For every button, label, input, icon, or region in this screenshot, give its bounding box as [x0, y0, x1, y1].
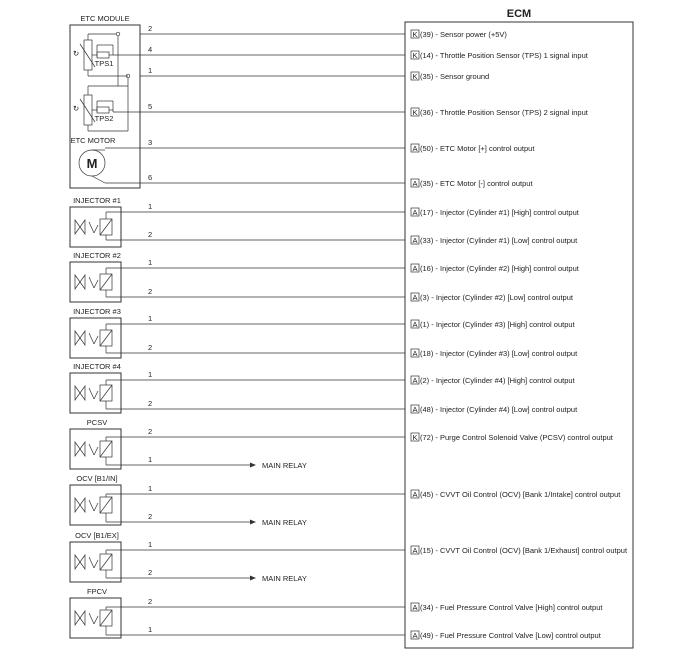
- component-2-wire-2-description: (3) - Injector (Cylinder #2) [Low] control output: [420, 293, 573, 302]
- etc-wire-3-description: (35) - Sensor ground: [420, 72, 490, 81]
- component-6: [70, 474, 140, 525]
- component-label: PCSV: [86, 418, 108, 427]
- component-3-wire-2-pin: 2: [148, 343, 153, 352]
- valve-icon: [75, 331, 85, 345]
- valve-icon: [75, 220, 85, 234]
- component-7-wire-2-relay-label: MAIN RELAY: [262, 574, 307, 583]
- component-4-wire-1-pin: 1: [148, 370, 153, 379]
- component-2-wire-2-pin: 2: [148, 287, 153, 296]
- component-3-wire-1-conn-letter: A: [412, 320, 418, 329]
- tps2-label: TPS2: [94, 114, 114, 123]
- etc-wire-1-conn-letter: K: [412, 30, 418, 39]
- etc-wire-6-description: (35) - ETC Motor [-] control output: [420, 179, 533, 188]
- component-label: OCV [B1/EX]: [75, 531, 119, 540]
- component-7-wire-1-pin: 1: [148, 540, 153, 549]
- component-5-wire-1-conn-letter: K: [412, 433, 418, 442]
- component-8: [70, 587, 140, 638]
- component-8-wire-2-description: (49) - Fuel Pressure Control Valve [Low] control output: [420, 631, 601, 640]
- component-2-wire-1-pin: 1: [148, 258, 153, 267]
- wires-layer: [140, 24, 628, 640]
- etc-wire-5-description: (50) - ETC Motor [+] control output: [420, 144, 535, 153]
- component-6-wire-2-relay-label: MAIN RELAY: [262, 518, 307, 527]
- component-2: [70, 251, 140, 302]
- component-box: [70, 207, 121, 247]
- etc-wire-3-conn-letter: K: [412, 72, 418, 81]
- component-7: [70, 531, 140, 582]
- component-label: INJECTOR #4: [73, 362, 121, 371]
- etc-motor-symbol: M: [86, 156, 98, 171]
- etc-wire-6-pin: 6: [148, 173, 153, 182]
- component-5-wire-2-pin: 1: [148, 455, 153, 464]
- component-4-wire-2-description: (48) - Injector (Cylinder #4) [Low] control output: [420, 405, 578, 414]
- valve-icon: [75, 611, 85, 625]
- etc-wire-5-pin: 3: [148, 138, 153, 147]
- component-box: [70, 542, 121, 582]
- tps2-sensor: [73, 86, 140, 131]
- component-label: OCV [B1/IN]: [76, 474, 118, 483]
- component-8-wire-1-conn-letter: A: [412, 603, 418, 612]
- component-7-wire-1-conn-letter: A: [412, 546, 418, 555]
- component-box: [70, 373, 121, 413]
- component-label: INJECTOR #3: [73, 307, 121, 316]
- component-label: INJECTOR #2: [73, 251, 121, 260]
- component-box: [70, 429, 121, 469]
- component-4-wire-2-pin: 2: [148, 399, 153, 408]
- component-6-wire-1-conn-letter: A: [412, 490, 418, 499]
- etc-module-label: ETC MODULE: [80, 14, 130, 23]
- etc-wire-1-description: (39) - Sensor power (+5V): [420, 30, 507, 39]
- components-layer: [70, 196, 140, 638]
- component-box: [70, 485, 121, 525]
- component-2-wire-2-conn-letter: A: [412, 293, 418, 302]
- valve-icon: [75, 275, 85, 289]
- component-4-wire-2-conn-letter: A: [412, 405, 418, 414]
- etc-wire-5-conn-letter: A: [412, 144, 418, 153]
- etc-wire-1-pin: 2: [148, 24, 153, 33]
- component-6-wire-1-pin: 1: [148, 484, 153, 493]
- component-label: FPCV: [86, 587, 108, 596]
- etc-wire-4-description: (36) - Throttle Position Sensor (TPS) 2 signal input: [420, 108, 588, 117]
- valve-icon: [75, 386, 85, 400]
- tps1-label: TPS1: [94, 59, 114, 68]
- component-3-wire-1-pin: 1: [148, 314, 153, 323]
- component-1-wire-2-description: (33) - Injector (Cylinder #1) [Low] control output: [420, 236, 578, 245]
- component-4: [70, 362, 140, 413]
- etc-wire-2-description: (14) - Throttle Position Sensor (TPS) 1 signal input: [420, 51, 588, 60]
- component-7-wire-2-pin: 2: [148, 568, 153, 577]
- tps1-sensor: [73, 34, 140, 76]
- component-1: [70, 196, 140, 247]
- component-8-wire-1-pin: 2: [148, 597, 153, 606]
- component-8-wire-2-pin: 1: [148, 625, 153, 634]
- component-5-wire-2-arrow-icon: [250, 463, 256, 468]
- etc-wire-6-conn-letter: A: [412, 179, 418, 188]
- etc-wire-4-pin: 5: [148, 102, 153, 111]
- component-3: [70, 307, 140, 358]
- component-8-wire-2-conn-letter: A: [412, 631, 418, 640]
- component-2-wire-1-conn-letter: A: [412, 264, 418, 273]
- power-junction: [116, 32, 120, 36]
- component-7-wire-1-description: (15) - CVVT Oil Control (OCV) [Bank 1/Exhaust] control output: [420, 546, 628, 555]
- component-5-wire-2-relay-label: MAIN RELAY: [262, 461, 307, 470]
- ecm-title: ECM: [506, 8, 532, 20]
- component-label: INJECTOR #1: [73, 196, 121, 205]
- component-4-wire-1-description: (2) - Injector (Cylinder #4) [High] control output: [420, 376, 575, 385]
- component-3-wire-1-description: (1) - Injector (Cylinder #3) [High] control output: [420, 320, 575, 329]
- etc-wire-4-conn-letter: K: [412, 108, 418, 117]
- component-8-wire-1-description: (34) - Fuel Pressure Control Valve [High] control output: [420, 603, 603, 612]
- component-2-wire-1-description: (16) - Injector (Cylinder #2) [High] control output: [420, 264, 579, 273]
- valve-icon: [75, 555, 85, 569]
- component-5: [70, 418, 140, 469]
- component-3-wire-2-description: (18) - Injector (Cylinder #3) [Low] control output: [420, 349, 578, 358]
- component-1-wire-1-description: (17) - Injector (Cylinder #1) [High] control output: [420, 208, 579, 217]
- component-3-wire-2-conn-letter: A: [412, 349, 418, 358]
- component-6-wire-2-arrow-icon: [250, 520, 256, 525]
- etc-wire-2-pin: 4: [148, 45, 153, 54]
- component-6-wire-1-description: (45) - CVVT Oil Control (OCV) [Bank 1/Intake] control output: [420, 490, 621, 499]
- component-5-wire-1-description: (72) - Purge Control Solenoid Valve (PCSV) control output: [420, 433, 613, 442]
- component-1-wire-2-conn-letter: A: [412, 236, 418, 245]
- component-4-wire-1-conn-letter: A: [412, 376, 418, 385]
- component-7-wire-2-arrow-icon: [250, 576, 256, 581]
- etc-wire-3-pin: 1: [148, 66, 153, 75]
- component-5-wire-1-pin: 2: [148, 427, 153, 436]
- component-1-wire-2-pin: 2: [148, 230, 153, 239]
- component-1-wire-1-conn-letter: A: [412, 208, 418, 217]
- etc-motor-label: ETC MOTOR: [70, 136, 116, 145]
- svg-text:↻: ↻: [72, 104, 80, 113]
- svg-text:↻: ↻: [72, 49, 80, 58]
- etc-wire-2-conn-letter: K: [412, 51, 418, 60]
- component-1-wire-1-pin: 1: [148, 202, 153, 211]
- component-box: [70, 598, 121, 638]
- valve-icon: [75, 442, 85, 456]
- valve-icon: [75, 498, 85, 512]
- component-6-wire-2-pin: 2: [148, 512, 153, 521]
